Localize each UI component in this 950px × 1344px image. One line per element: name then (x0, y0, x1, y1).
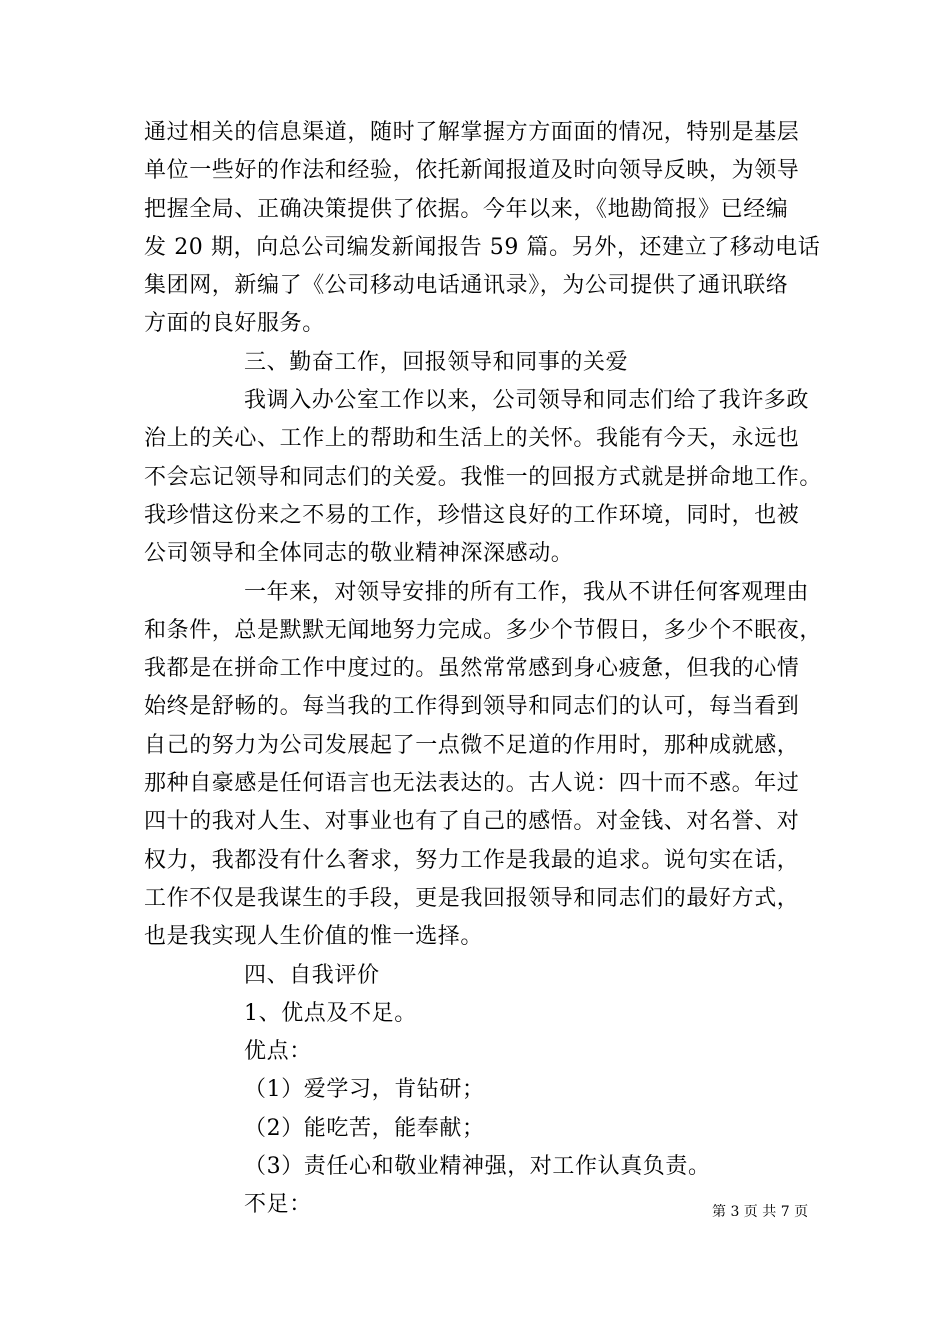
list-heading: 不足： (244, 1192, 312, 1218)
text-line: 和条件，总是默默无闻地努力完成。多少个节假日，多少个不眠夜， (144, 617, 823, 643)
list-item: （2）能吃苦，能奉献； (244, 1115, 485, 1141)
text-line: 公司领导和全体同志的敬业精神深深感动。 (144, 541, 574, 567)
text-line: 四十的我对人生、对事业也有了自己的感悟。对金钱、对名誉、对 (144, 809, 800, 835)
list-item: （3）责任心和敬业精神强，对工作认真负责。 (244, 1154, 711, 1180)
document-body (144, 114, 823, 1225)
text-line: 治上的关心、工作上的帮助和生活上的关怀。我能有今天，永远也 (144, 426, 800, 452)
text-line: 自己的努力为公司发展起了一点微不足道的作用时，那种成就感， (144, 732, 800, 758)
text-line: 单位一些好的作法和经验，依托新闻报道及时向领导反映，为领导 (144, 158, 800, 184)
text-line: 发 20 期，向总公司编发新闻报告 59 篇。另外，还建立了移动电话 (144, 234, 821, 260)
text-line: 通过相关的信息渠道，随时了解掌握方方面面的情况，特别是基层 (144, 120, 800, 145)
text-line: 我都是在拼命工作中度过的。虽然常常感到身心疲惫，但我的心情 (144, 656, 800, 682)
section-heading: 三、勤奋工作，回报领导和同事的关爱 (244, 349, 629, 375)
text-line: 那种自豪感是任何语言也无法表达的。古人说：四十而不惑。年过 (144, 771, 800, 797)
text-line: 我珍惜这份来之不易的工作，珍惜这良好的工作环境，同时，也被 (144, 502, 800, 528)
section-heading: 四、自我评价 (244, 962, 380, 988)
page-number-footer: 第 3 页 共 7 页 (712, 1204, 809, 1220)
text-line: 把握全局、正确决策提供了依据。今年以来，《地勘简报》已经编 (144, 196, 789, 222)
text-line: 方面的良好服务。 (144, 311, 325, 337)
list-item: （1）爱学习，肯钻研； (244, 1077, 485, 1103)
text-line: 工作不仅是我谋生的手段，更是我回报领导和同志们的最好方式， (144, 885, 800, 911)
text-line: 也是我实现人生价值的惟一选择。 (144, 924, 484, 950)
text-line: 我调入办公室工作以来，公司领导和同志们给了我许多政 (244, 388, 810, 414)
text-line: 权力，我都没有什么奢求，努力工作是我最的追求。说句实在话， (144, 847, 800, 873)
text-line: 一年来，对领导安排的所有工作，我从不讲任何客观理由 (244, 579, 810, 605)
text-line: 始终是舒畅的。每当我的工作得到领导和同志们的认可，每当看到 (144, 694, 800, 720)
list-heading: 优点： (244, 1039, 312, 1065)
subsection-heading: 1、优点及不足。 (244, 1000, 417, 1026)
text-line: 不会忘记领导和同志们的关爱。我惟一的回报方式就是拼命地工作。 (144, 464, 823, 490)
text-line: 集团网，新编了《公司移动电话通讯录》，为公司提供了通讯联络 (144, 273, 789, 299)
